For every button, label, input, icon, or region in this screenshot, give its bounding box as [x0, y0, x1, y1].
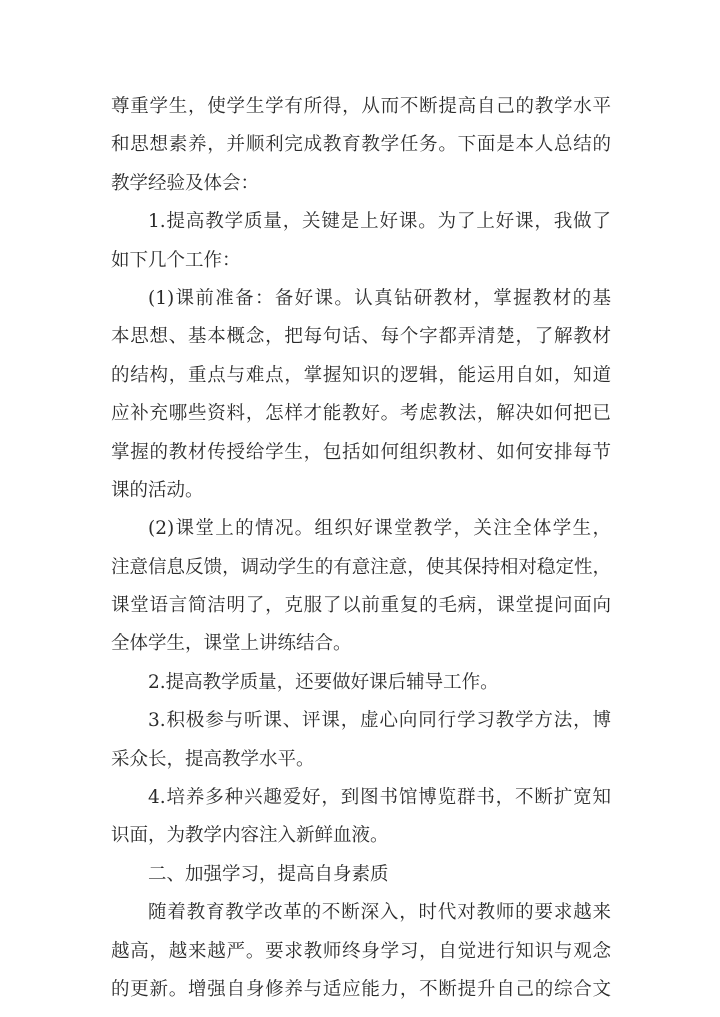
text-line: 4.培养多种兴趣爱好，到图书馆博览群书，不断扩宽知: [148, 787, 611, 809]
text-line: 采众长，提高教学水平。: [111, 748, 315, 770]
text-line: 尊重学生，使学生学有所得，从而不断提高自己的教学水平: [111, 96, 611, 117]
text-line: 注意信息反馈，调动学生的有意注意，使其保持相对稳定性，: [111, 556, 611, 578]
text-line: 全体学生，课堂上讲练结合。: [111, 633, 352, 655]
text-line: 2.提高教学质量，还要做好课后辅导工作。: [148, 671, 499, 693]
text-line: (1)课前准备：备好课。认真钻研教材，掌握教材的基: [148, 287, 611, 309]
text-line: 课堂语言简洁明了，克服了以前重复的毛病，课堂提问面向: [111, 595, 611, 617]
text-line: 随着教育教学改革的不断深入，时代对教师的要求越来: [148, 902, 611, 924]
text-line: 二、加强学习，提高自身素质: [148, 863, 389, 885]
text-line: 课的活动。: [111, 479, 204, 501]
text-line: 本思想、基本概念，把每句话、每个字都弄清楚，了解教材: [111, 326, 611, 348]
text-line: 应补充哪些资料，怎样才能教好。考虑教法，解决如何把已: [111, 403, 611, 425]
text-line: 和思想素养，并顺利完成教育教学任务。下面是本人总结的: [111, 134, 611, 156]
text-line: 的更新。增强自身修养与适应能力，不断提升自己的综合文: [111, 978, 611, 1000]
text-line: 如下几个工作：: [111, 249, 241, 271]
text-line: 3.积极参与听课、评课，虚心向同行学习教学方法，博: [148, 710, 611, 732]
text-line: 识面，为教学内容注入新鲜血液。: [111, 825, 389, 847]
text-line: 1.提高教学质量，关键是上好课。为了上好课，我做了: [148, 211, 611, 233]
text-line: 越高，越来越严。要求教师终身学习，自觉进行知识与观念: [111, 940, 611, 962]
text-line: 的结构，重点与难点，掌握知识的逻辑，能运用自如，知道: [111, 364, 611, 386]
text-line: (2)课堂上的情况。组织好课堂教学，关注全体学生，: [148, 518, 611, 540]
text-line: 教学经验及体会：: [111, 172, 260, 194]
text-line: 掌握的教材传授给学生，包括如何组织教材、如何安排每节: [111, 441, 611, 463]
document-body: [111, 88, 611, 1009]
